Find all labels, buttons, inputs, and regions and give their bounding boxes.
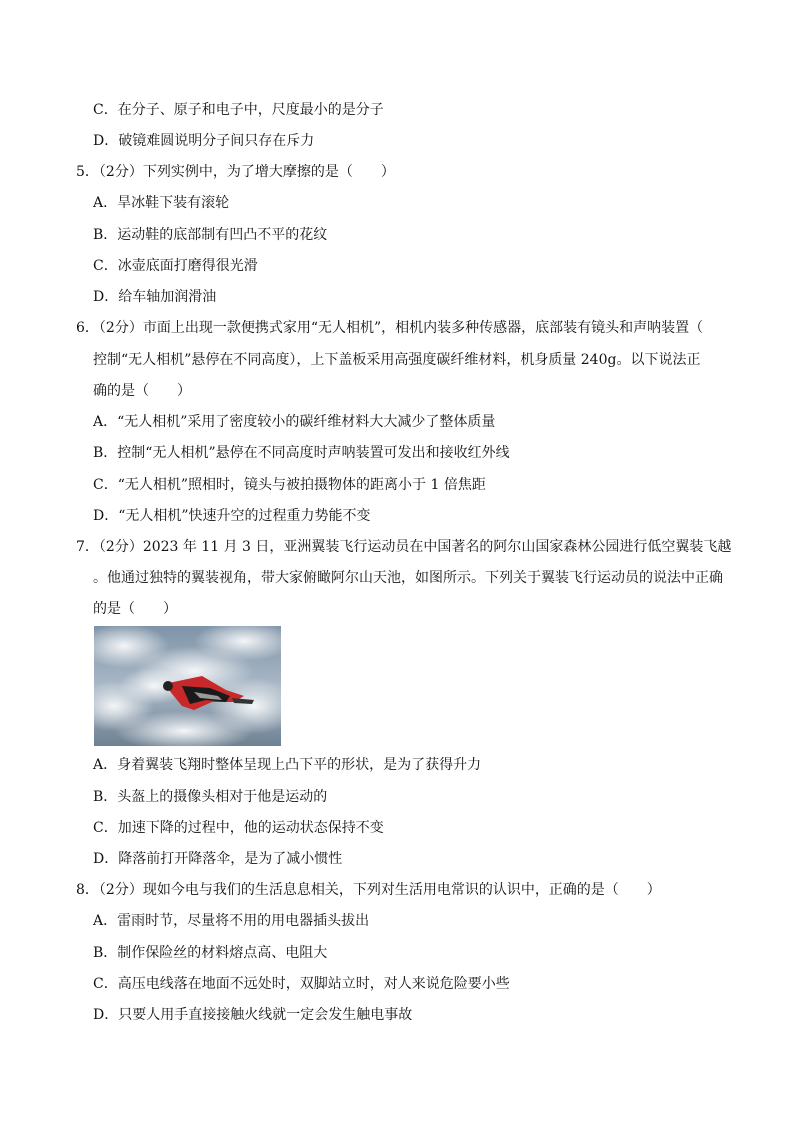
question-8-stem: 8．（2分）现如今电与我们的生活息息相关，下列对生活用电常识的认识中，正确的是（ ） bbox=[76, 882, 661, 898]
q6-option-b: B．控制“无人相机”悬停在不同高度时声呐装置可发出和接收红外线 bbox=[93, 445, 510, 461]
q6-option-d: D．“无人相机”快速升空的过程重力势能不变 bbox=[93, 508, 371, 524]
q8-option-d: D．只要人用手直接接触火线就一定会发生触电事故 bbox=[93, 1007, 413, 1023]
question-7-stem-line-3: 的是（ ） bbox=[93, 601, 177, 617]
q8-option-c: C．高压电线落在地面不远处时，双脚站立时，对人来说危险要小些 bbox=[93, 976, 510, 992]
question-7-stem-line-2: 。他通过独特的翼装视角，带大家俯瞰阿尔山天池，如图所示。下列关于翼装飞行运动员的说法中正确 bbox=[93, 570, 723, 586]
question-7-stem-line-1: 7．（2分）2023 年 11 月 3 日，亚洲翼装飞行运动员在中国著名的阿尔山国家森林公园进行低空翼装飞越 bbox=[76, 539, 732, 555]
q6-option-a: A．“无人相机”采用了密度较小的碳纤维材料大大减少了整体质量 bbox=[93, 414, 496, 430]
q5-option-b: B．运动鞋的底部制有凹凸不平的花纹 bbox=[93, 227, 328, 243]
option-d-prev: D．破镜难圆说明分子间只存在斥力 bbox=[93, 133, 315, 149]
wingsuit-photo bbox=[94, 626, 281, 746]
q7-option-a: A．身着翼装飞翔时整体呈现上凸下平的形状，是为了获得升力 bbox=[93, 757, 482, 773]
q7-option-b: B．头盔上的摄像头相对于他是运动的 bbox=[93, 789, 328, 805]
q5-option-a: A．旱冰鞋下装有滚轮 bbox=[93, 195, 230, 211]
q8-option-b: B．制作保险丝的材料熔点高、电阻大 bbox=[93, 945, 328, 961]
question-6-stem-line-1: 6．（2分）市面上出现一款便携式家用“无人相机”，相机内装多种传感器，底部装有镜头和声呐装置（ bbox=[76, 320, 704, 336]
question-6-stem-line-3: 确的是（ ） bbox=[93, 383, 191, 399]
question-6-stem-line-2: 控制“无人相机”悬停在不同高度），上下盖板采用高强度碳纤维材料，机身质量 240g。以下说法正 bbox=[93, 352, 701, 368]
q8-option-a: A．雷雨时节，尽量将不用的用电器插头拔出 bbox=[93, 913, 370, 929]
q5-option-d: D．给车轴加润滑油 bbox=[93, 289, 217, 305]
q5-option-c: C．冰壶底面打磨得很光滑 bbox=[93, 258, 258, 274]
q6-option-c: C．“无人相机”照相时，镜头与被拍摄物体的距离小于 1 倍焦距 bbox=[93, 477, 486, 493]
wingsuit-flyer-image bbox=[94, 626, 281, 746]
option-c-prev: C．在分子、原子和电子中，尺度最小的是分子 bbox=[93, 102, 384, 118]
q7-option-c: C．加速下降的过程中，他的运动状态保持不变 bbox=[93, 820, 384, 836]
question-5-stem: 5．（2分）下列实例中，为了增大摩擦的是（ ） bbox=[76, 164, 395, 180]
q7-option-d: D．降落前打开降落伞，是为了减小惯性 bbox=[93, 851, 343, 867]
